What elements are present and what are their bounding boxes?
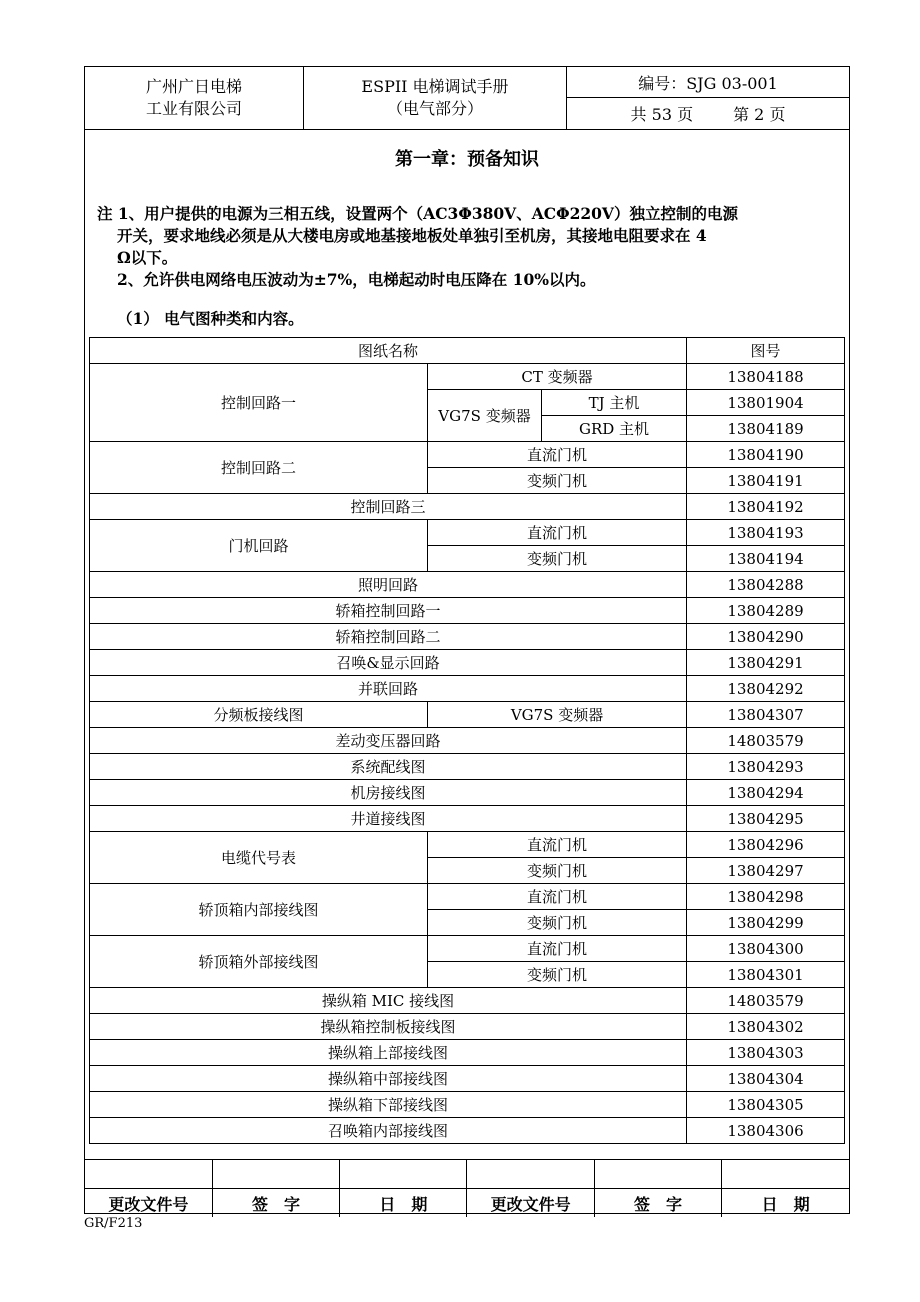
drawing-sub: 直流门机 <box>428 884 687 910</box>
revision-table <box>85 1160 849 1217</box>
table-row <box>90 1040 845 1066</box>
drawing-number: 13804295 <box>687 806 845 832</box>
drawing-number: 13804297 <box>687 858 845 884</box>
title-line-2: （电气部分） <box>386 99 483 118</box>
change-file-no-label: 更改文件号 <box>467 1189 594 1218</box>
drawing-number: 13804191 <box>687 468 845 494</box>
table-row <box>90 1014 845 1040</box>
drawing-number: 13804301 <box>687 962 845 988</box>
table-row <box>90 442 845 468</box>
table-row <box>90 624 845 650</box>
drawing-name: 并联回路 <box>90 676 687 702</box>
drawing-sub: 直流门机 <box>428 832 687 858</box>
drawing-number: 13804193 <box>687 520 845 546</box>
revision-cell <box>85 1160 212 1189</box>
drawing-number: 13804289 <box>687 598 845 624</box>
page-info <box>567 98 849 129</box>
drawing-number: 13804293 <box>687 754 845 780</box>
current-page: 第 2 页 <box>733 105 786 124</box>
date-label: 日 期 <box>340 1189 467 1218</box>
revision-cell <box>340 1160 467 1189</box>
table-row <box>90 702 845 728</box>
document-title <box>304 67 567 129</box>
table-row <box>90 676 845 702</box>
drawing-number: 13804190 <box>687 442 845 468</box>
drawing-number: 13804304 <box>687 1066 845 1092</box>
table-row <box>90 364 845 390</box>
note-1-line-3: Ω以下。 <box>117 248 178 267</box>
drawing-name: 控制回路二 <box>90 442 428 494</box>
drawing-number: 13804300 <box>687 936 845 962</box>
company-name <box>85 67 304 129</box>
table-row <box>90 650 845 676</box>
drawing-number: 13804189 <box>687 416 845 442</box>
drawing-number: 13804192 <box>687 494 845 520</box>
total-pages: 共 53 页 <box>630 105 694 124</box>
drawing-name: 电缆代号表 <box>90 832 428 884</box>
note-1-line-1: 注 1、用户提供的电源为三相五线，设置两个（AC3Φ380V、ACΦ220V）独立控制的电源 <box>97 204 738 223</box>
table-row <box>90 806 845 832</box>
drawing-number: 13804302 <box>687 1014 845 1040</box>
table-row <box>90 832 845 858</box>
section-heading: （1） 电气图种类和内容。 <box>117 309 304 328</box>
revision-cell <box>467 1160 594 1189</box>
title-line-1: ESPII 电梯调试手册 <box>361 77 509 96</box>
table-row <box>90 884 845 910</box>
drawing-number: 13804288 <box>687 572 845 598</box>
company-line-2: 工业有限公司 <box>145 99 242 118</box>
table-row <box>90 494 845 520</box>
revision-cell <box>722 1160 849 1189</box>
revision-blank-row <box>85 1160 849 1189</box>
drawing-list-table <box>89 337 845 1144</box>
drawing-number: 13804291 <box>687 650 845 676</box>
table-row <box>90 728 845 754</box>
change-file-no-label: 更改文件号 <box>85 1189 212 1218</box>
drawing-name: 操纵箱中部接线图 <box>90 1066 687 1092</box>
revision-cell <box>594 1160 721 1189</box>
revision-footer <box>85 1159 849 1214</box>
drawing-name: 机房接线图 <box>90 780 687 806</box>
drawing-name: 操纵箱上部接线图 <box>90 1040 687 1066</box>
drawing-sub-2: GRD 主机 <box>542 416 687 442</box>
drawing-name: 轿顶箱外部接线图 <box>90 936 428 988</box>
table-row <box>90 988 845 1014</box>
drawing-sub: 变频门机 <box>428 468 687 494</box>
chapter-title: 第一章：预备知识 <box>395 149 539 170</box>
drawing-sub: 变频门机 <box>428 962 687 988</box>
table-row <box>90 780 845 806</box>
drawing-sub: 直流门机 <box>428 442 687 468</box>
header-drawing-number: 图号 <box>687 338 845 364</box>
header-drawing-name: 图纸名称 <box>90 338 687 364</box>
drawing-number: 13804299 <box>687 910 845 936</box>
table-row <box>90 754 845 780</box>
drawing-name: 照明回路 <box>90 572 687 598</box>
drawing-number: 13804292 <box>687 676 845 702</box>
drawing-number: 13804298 <box>687 884 845 910</box>
notes <box>97 203 837 291</box>
drawing-number: 13804305 <box>687 1092 845 1118</box>
drawing-name: 轿箱控制回路二 <box>90 624 687 650</box>
signature-label: 签 字 <box>594 1189 721 1218</box>
drawing-sub-2: TJ 主机 <box>542 390 687 416</box>
signature-label: 签 字 <box>212 1189 339 1218</box>
company-line-1: 广州广日电梯 <box>145 77 242 96</box>
table-header-row <box>90 338 845 364</box>
note-2: 2、允许供电网络电压波动为±7%，电梯起动时电压降在 10%以内。 <box>117 270 596 289</box>
document-header <box>85 67 849 130</box>
table-row <box>90 520 845 546</box>
table-row <box>90 1092 845 1118</box>
drawing-sub: VG7S 变频器 <box>428 702 687 728</box>
drawing-sub: 变频门机 <box>428 910 687 936</box>
drawing-name: 召唤&显示回路 <box>90 650 687 676</box>
table-row <box>90 936 845 962</box>
drawing-name: 门机回路 <box>90 520 428 572</box>
drawing-name: 控制回路一 <box>90 364 428 442</box>
drawing-name: 控制回路三 <box>90 494 687 520</box>
drawing-sub: 变频门机 <box>428 546 687 572</box>
drawing-name: 操纵箱下部接线图 <box>90 1092 687 1118</box>
drawing-number: 13804303 <box>687 1040 845 1066</box>
drawing-name: 分频板接线图 <box>90 702 428 728</box>
note-1-line-2: 开关，要求地线必须是从大楼电房或地基接地板处单独引至机房，其接地电阻要求在 4 <box>117 226 707 245</box>
drawing-number: 13804306 <box>687 1118 845 1144</box>
drawing-number: 14803579 <box>687 988 845 1014</box>
drawing-name: 轿顶箱内部接线图 <box>90 884 428 936</box>
drawing-number: 13804290 <box>687 624 845 650</box>
drawing-name: 操纵箱控制板接线图 <box>90 1014 687 1040</box>
drawing-sub: CT 变频器 <box>428 364 687 390</box>
drawing-name: 井道接线图 <box>90 806 687 832</box>
revision-cell <box>212 1160 339 1189</box>
table-row <box>90 1118 845 1144</box>
date-label: 日 期 <box>722 1189 849 1218</box>
drawing-name: 轿箱控制回路一 <box>90 598 687 624</box>
drawing-number: 13804307 <box>687 702 845 728</box>
drawing-name: 差动变压器回路 <box>90 728 687 754</box>
drawing-sub: 直流门机 <box>428 520 687 546</box>
drawing-name: 系统配线图 <box>90 754 687 780</box>
form-code: GR/F213 <box>84 1216 143 1231</box>
drawing-sub: 变频门机 <box>428 858 687 884</box>
drawing-number: 13804188 <box>687 364 845 390</box>
drawing-number: 13804194 <box>687 546 845 572</box>
drawing-number: 13804296 <box>687 832 845 858</box>
drawing-number: 14803579 <box>687 728 845 754</box>
drawing-number: 13804294 <box>687 780 845 806</box>
table-row <box>90 572 845 598</box>
drawing-number: 13801904 <box>687 390 845 416</box>
document-frame <box>84 66 850 1214</box>
drawing-sub: 直流门机 <box>428 936 687 962</box>
drawing-name: 召唤箱内部接线图 <box>90 1118 687 1144</box>
revision-label-row <box>85 1189 849 1218</box>
table-row <box>90 598 845 624</box>
document-number: 编号：SJG 03-001 <box>567 67 849 98</box>
drawing-name: 操纵箱 MIC 接线图 <box>90 988 687 1014</box>
drawing-sub: VG7S 变频器 <box>428 390 542 442</box>
table-row <box>90 1066 845 1092</box>
